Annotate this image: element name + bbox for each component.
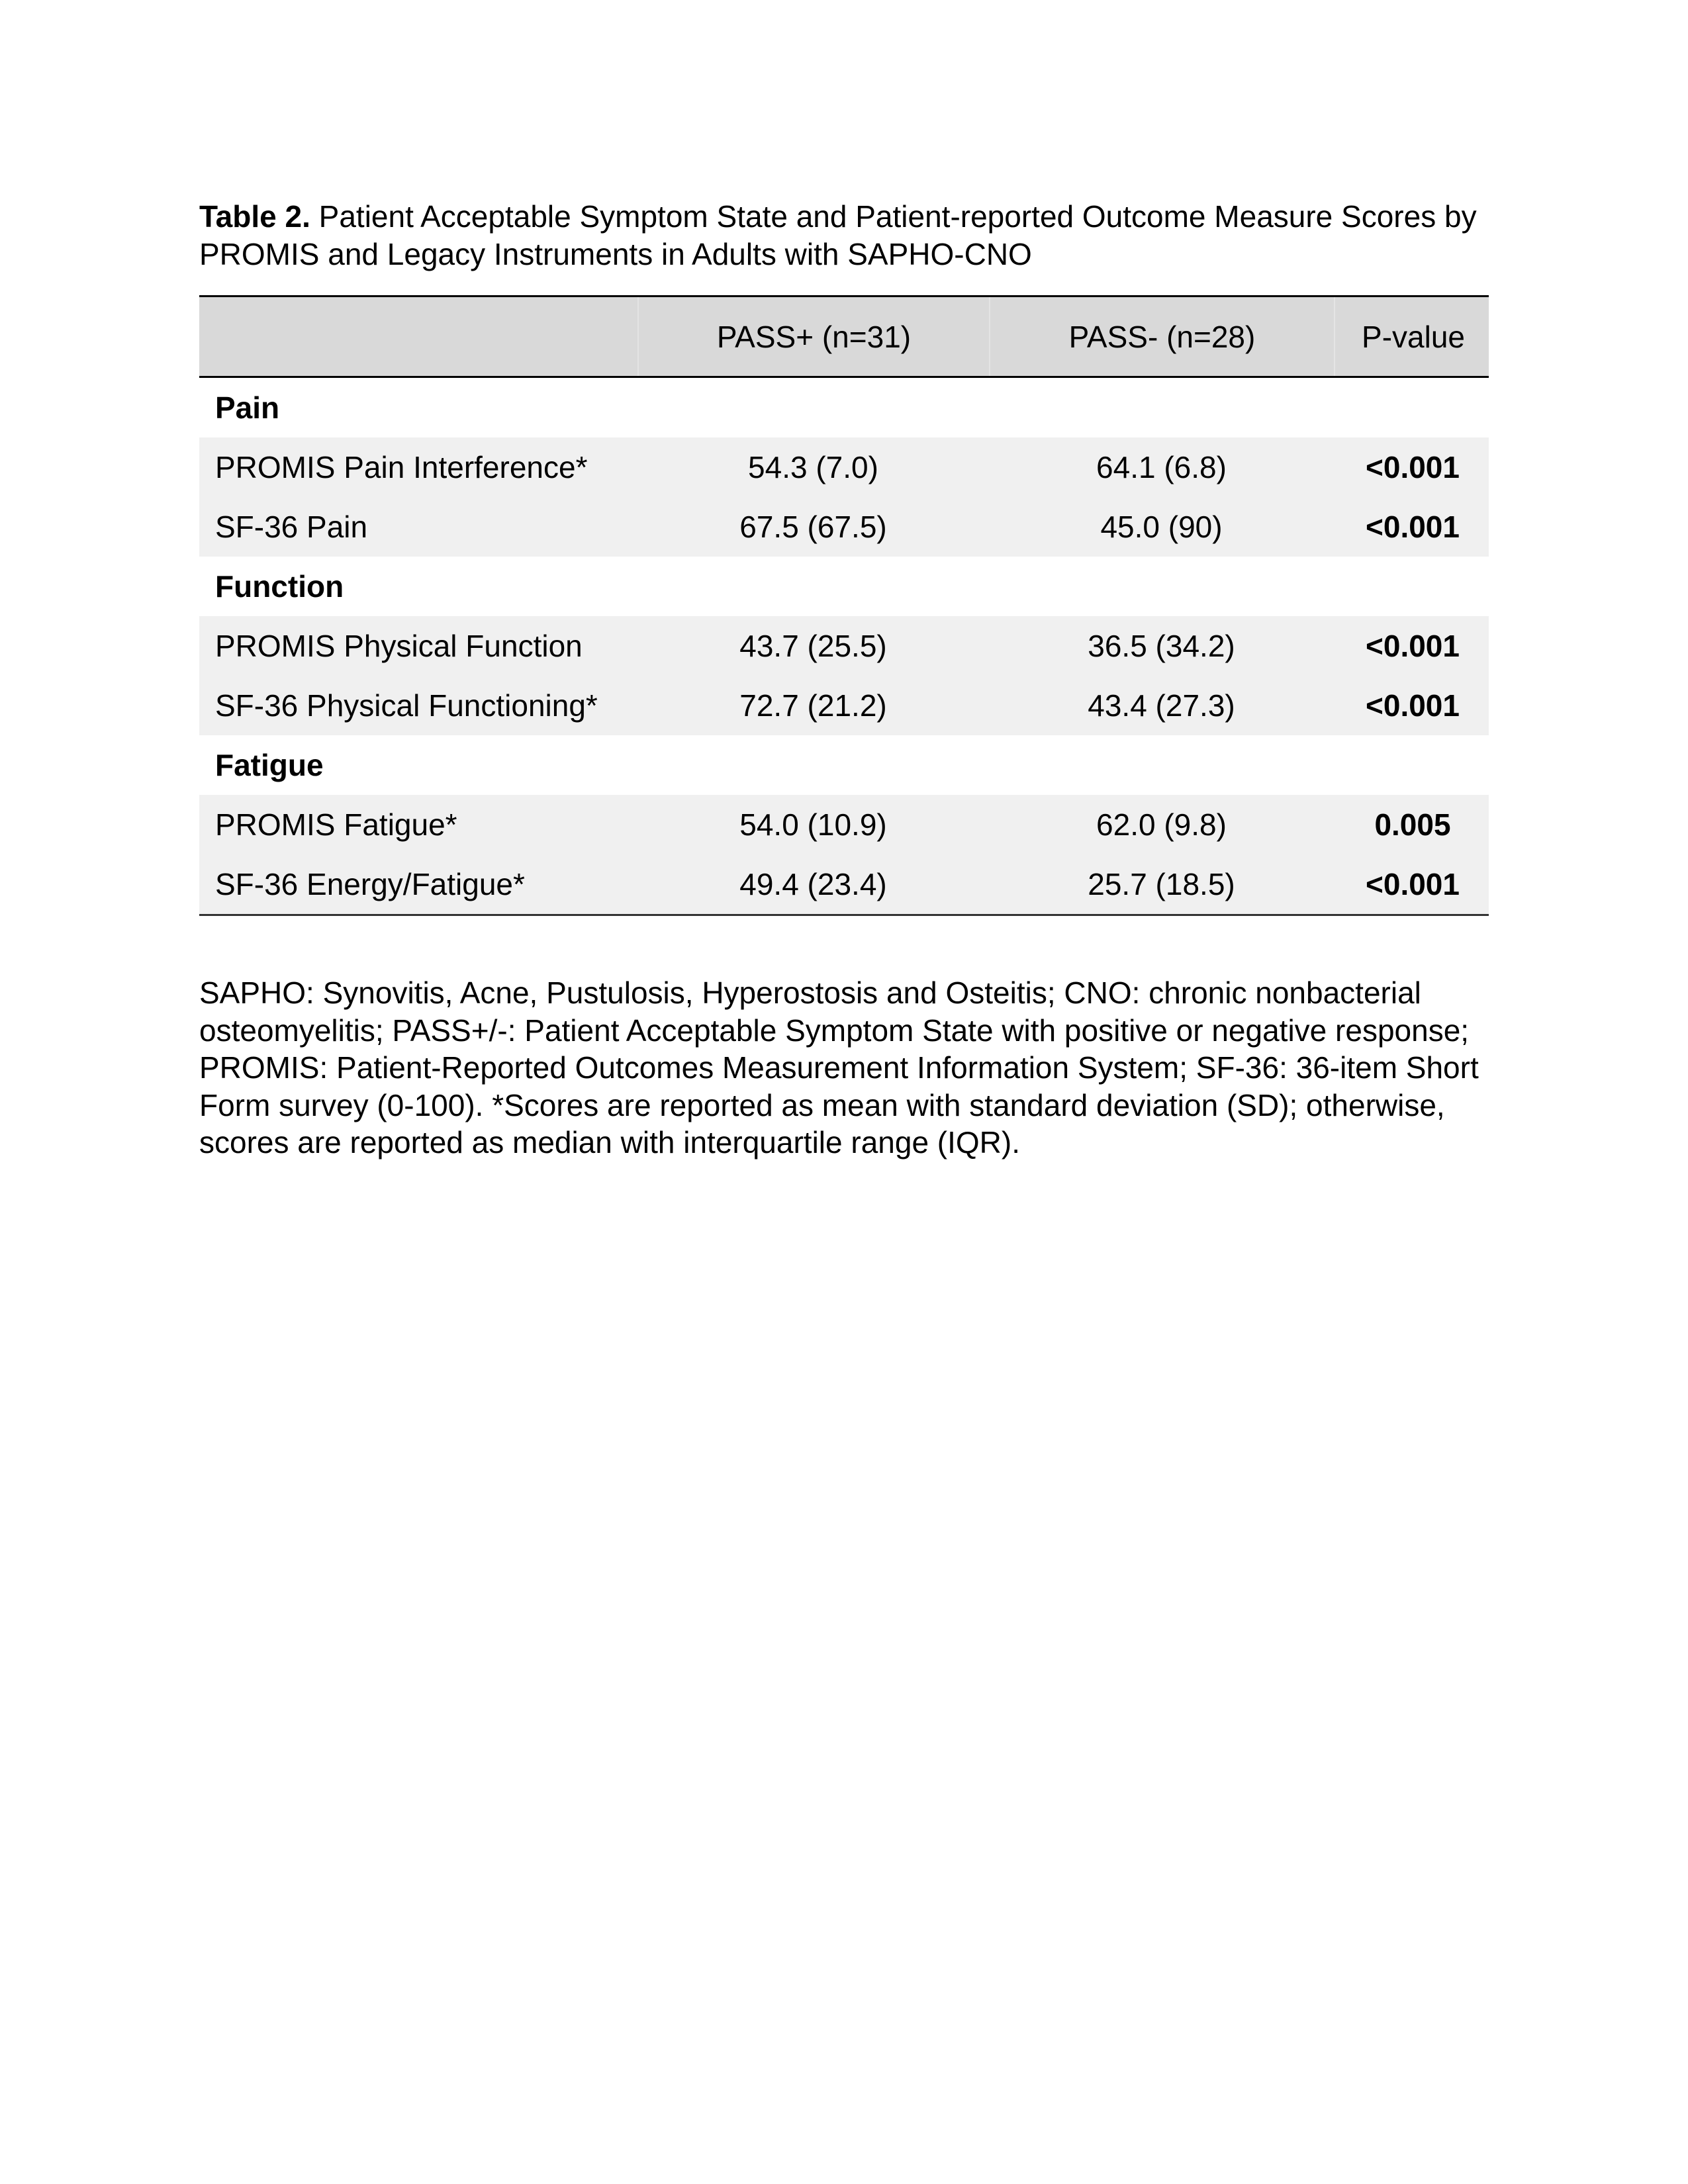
pass-negative-cell: 43.4 (27.3): [1088, 688, 1235, 723]
table-footnote: SAPHO: Synovitis, Acne, Pustulosis, Hyperostosis and Osteitis; CNO: chronic nonbacterial osteomyelitis; PASS+/-: Patient Acceptable Symptom State with positive or negative response; PROMIS: Patient-Reported Outcomes Measurement Information System; SF-36: 36-item Short Form survey (0-100). *Scores are reported as mean with standard deviation (SD); otherwise, scores are reported as median with interquartile range (IQR).: [199, 976, 1479, 1160]
header-p-value: P-value: [1334, 297, 1489, 376]
pass-positive-cell: 67.5 (67.5): [739, 510, 887, 544]
table-row: [199, 616, 1489, 676]
pass-positive-cell: 54.0 (10.9): [739, 807, 887, 842]
table-bottom-rule: [199, 914, 1489, 916]
pass-positive-cell: 49.4 (23.4): [739, 867, 887, 901]
p-value-cell: <0.001: [1366, 450, 1460, 484]
p-value-cell: <0.001: [1366, 688, 1460, 723]
group-row-pain: [199, 378, 1489, 437]
pass-positive-cell: 54.3 (7.0): [748, 450, 878, 484]
group-row-fatigue: [199, 735, 1489, 795]
table-caption: [199, 198, 1497, 273]
group-row-function: [199, 557, 1489, 616]
header-measure: [199, 297, 637, 376]
table-row: [199, 795, 1489, 854]
pass-negative-cell: 25.7 (18.5): [1088, 867, 1235, 901]
measure-cell: SF-36 Energy/Fatigue*: [215, 867, 525, 901]
table-row: [199, 676, 1489, 735]
pass-negative-cell: 62.0 (9.8): [1096, 807, 1227, 842]
measure-cell: PROMIS Physical Function: [215, 629, 583, 663]
pass-positive-cell: 43.7 (25.5): [739, 629, 887, 663]
p-value-cell: <0.001: [1366, 510, 1460, 544]
p-value-cell: <0.001: [1366, 867, 1460, 901]
table-row: [199, 437, 1489, 497]
group-label: Function: [215, 569, 344, 604]
pass-negative-cell: 64.1 (6.8): [1096, 450, 1227, 484]
measure-cell: PROMIS Fatigue*: [215, 807, 457, 842]
table-row: [199, 497, 1489, 557]
table-caption-label: Table 2.: [199, 199, 310, 234]
group-label: Pain: [215, 390, 280, 425]
p-value-cell: <0.001: [1366, 629, 1460, 663]
table-row: [199, 854, 1489, 914]
measure-cell: PROMIS Pain Interference*: [215, 450, 588, 484]
pass-negative-cell: 45.0 (90): [1100, 510, 1223, 544]
measure-cell: SF-36 Physical Functioning*: [215, 688, 598, 723]
pass-negative-cell: 36.5 (34.2): [1088, 629, 1235, 663]
p-value-cell: 0.005: [1374, 807, 1451, 842]
pass-positive-cell: 72.7 (21.2): [739, 688, 887, 723]
table-header-row: [199, 297, 1489, 376]
group-label: Fatigue: [215, 748, 324, 782]
table-caption-text: Patient Acceptable Symptom State and Patient-reported Outcome Measure Scores by PROMIS and Legacy Instruments in Adults with SAPHO-CNO: [199, 199, 1477, 271]
measure-cell: SF-36 Pain: [215, 510, 368, 544]
results-table: [199, 295, 1489, 916]
header-pass-negative: PASS- (n=28): [989, 297, 1334, 376]
header-pass-positive: PASS+ (n=31): [637, 297, 989, 376]
